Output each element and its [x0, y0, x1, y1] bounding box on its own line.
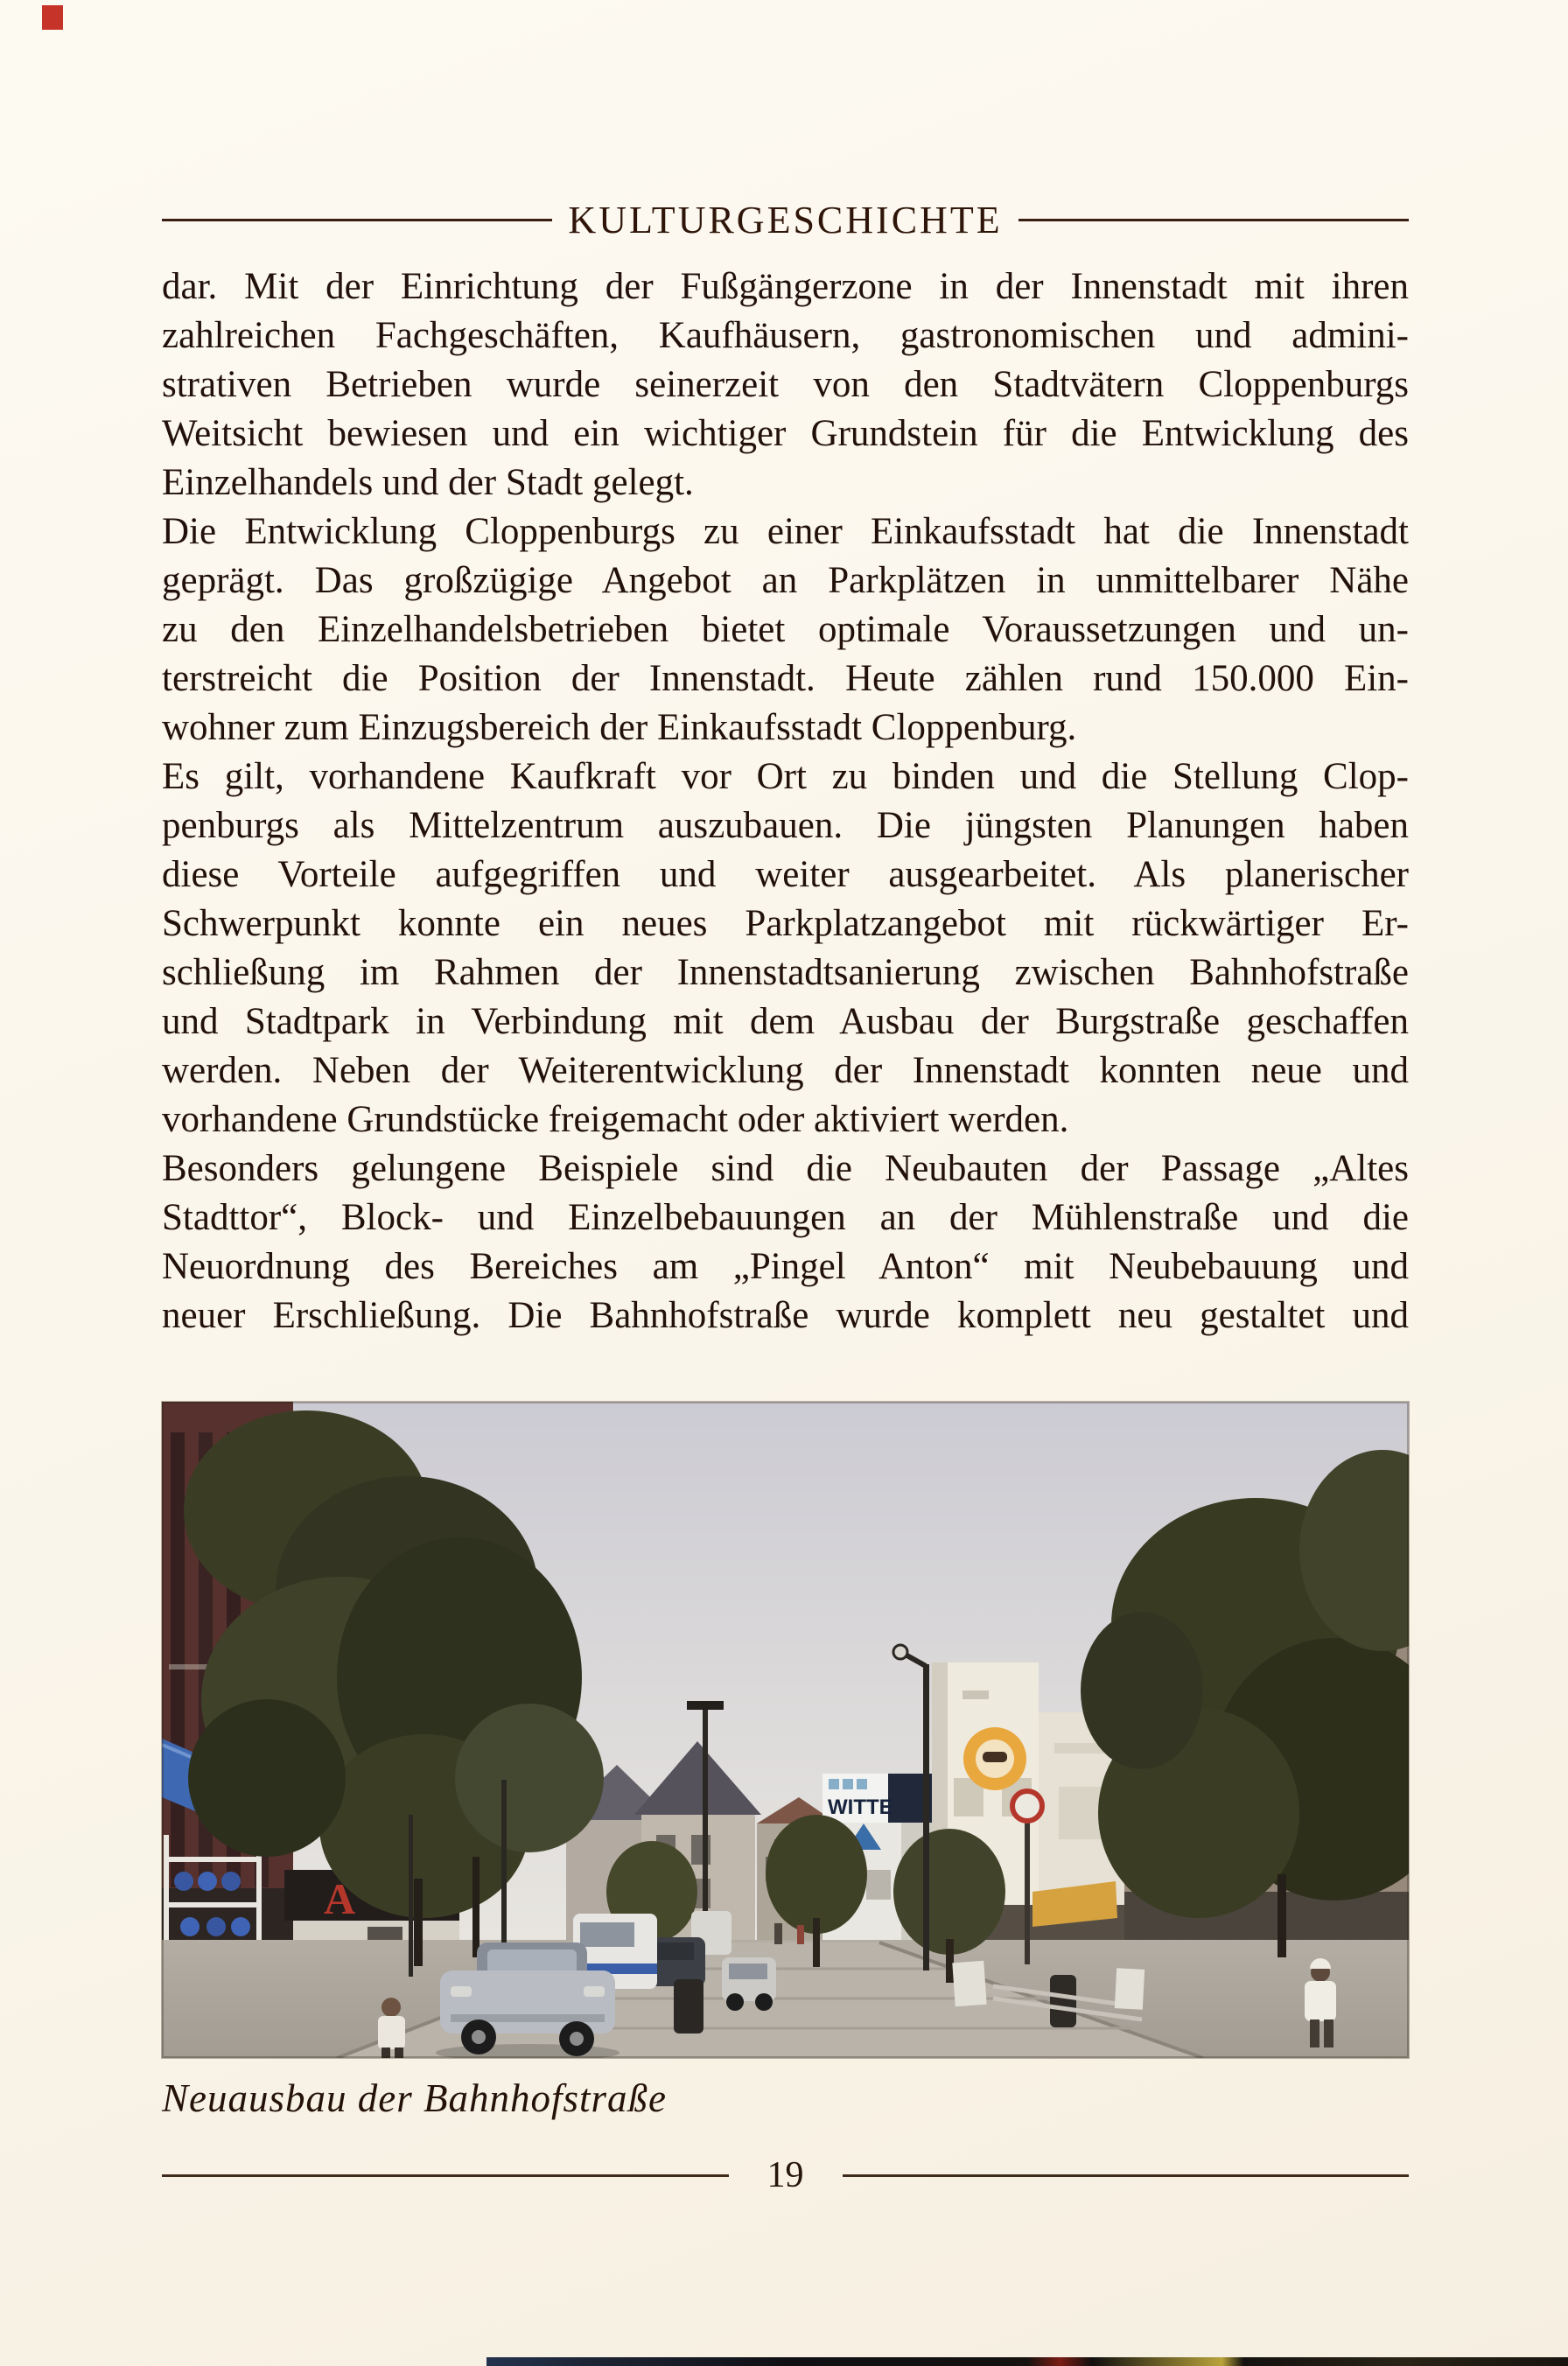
witte-sign-text: WITTE — [828, 1796, 893, 1819]
photo-caption: Neuausbau der Bahnhofstraße — [162, 2076, 667, 2120]
scan-artifact-red — [42, 5, 63, 30]
scan-artifact-strip — [486, 2357, 1568, 2366]
text-line: Besonders gelungene Beispiele sind die Neubauten der Passage „Altes — [162, 1148, 1409, 1189]
text-line: geprägt. Das großzügige Angebot an Parkplätzen in unmittelbarer Nähe — [162, 560, 1409, 601]
text-line: Stadttor“, Block- und Einzelbebauungen an der Mühlenstraße und die — [162, 1197, 1409, 1238]
text-line: Die Entwicklung Cloppenburgs zu einer Einkaufsstadt hat die Innenstadt — [162, 511, 1409, 552]
text-line: Einzelhandels und der Stadt gelegt. — [162, 462, 694, 503]
footer-rule-right — [843, 2174, 1410, 2177]
text-line: penburgs als Mittelzentrum auszubauen. Die jüngsten Planungen haben — [162, 805, 1409, 846]
text-line: neuer Erschließung. Die Bahnhofstraße wurde komplett neu gestaltet und — [162, 1295, 1409, 1336]
text-line: zahlreichen Fachgeschäften, Kaufhäusern, gastronomischen und admini- — [162, 315, 1409, 356]
photo-street — [162, 1940, 1409, 2058]
text-line: Weitsicht bewiesen und ein wichtiger Grundstein für die Entwicklung des — [162, 413, 1409, 454]
footer-rule-left — [162, 2174, 729, 2177]
page-header — [162, 198, 1409, 242]
text-line: wohner zum Einzugsbereich der Einkaufsstadt Cloppenburg. — [162, 707, 1077, 748]
section-title: KULTURGESCHICHTE — [568, 199, 1003, 242]
street-photo — [162, 1402, 1409, 2058]
text-line: und Stadtpark in Verbindung mit dem Ausbau der Burgstraße geschaffen — [162, 1001, 1409, 1042]
apotheke-sign: A — [324, 1874, 356, 1923]
body-text — [162, 262, 1409, 1340]
text-line: zu den Einzelhandelsbetrieben bietet optimale Voraussetzungen und un- — [162, 609, 1409, 650]
text-line: dar. Mit der Einrichtung der Fußgängerzone in der Innenstadt mit ihren — [162, 266, 1409, 307]
text-line: vorhandene Grundstücke freigemacht oder aktiviert werden. — [162, 1099, 1069, 1140]
text-line: werden. Neben der Weiterentwicklung der Innenstadt konnten neue und — [162, 1050, 1409, 1091]
page-footer — [162, 2154, 1409, 2196]
text-line: Neuordnung des Bereiches am „Pingel Anton“ mit Neubebauung und — [162, 1246, 1409, 1287]
header-rule-right — [1018, 219, 1409, 221]
text-line: terstreicht die Position der Innenstadt. Heute zählen rund 150.000 Ein- — [162, 658, 1409, 699]
page-number: 19 — [766, 2155, 804, 2195]
text-line: strativen Betrieben wurde seinerzeit von den Stadtvätern Cloppenburgs — [162, 364, 1409, 405]
text-line: diese Vorteile aufgegriffen und weiter ausgearbeitet. Als planerischer — [162, 854, 1409, 895]
text-line: Es gilt, vorhandene Kaufkraft vor Ort zu binden und die Stellung Clop- — [162, 756, 1409, 797]
text-line: schließung im Rahmen der Innenstadtsanierung zwischen Bahnhofstraße — [162, 952, 1409, 993]
photo-figure — [162, 1402, 1409, 2121]
text-line: Schwerpunkt konnte ein neues Parkplatzangebot mit rückwärtiger Er- — [162, 903, 1409, 944]
header-rule-left — [162, 219, 552, 221]
